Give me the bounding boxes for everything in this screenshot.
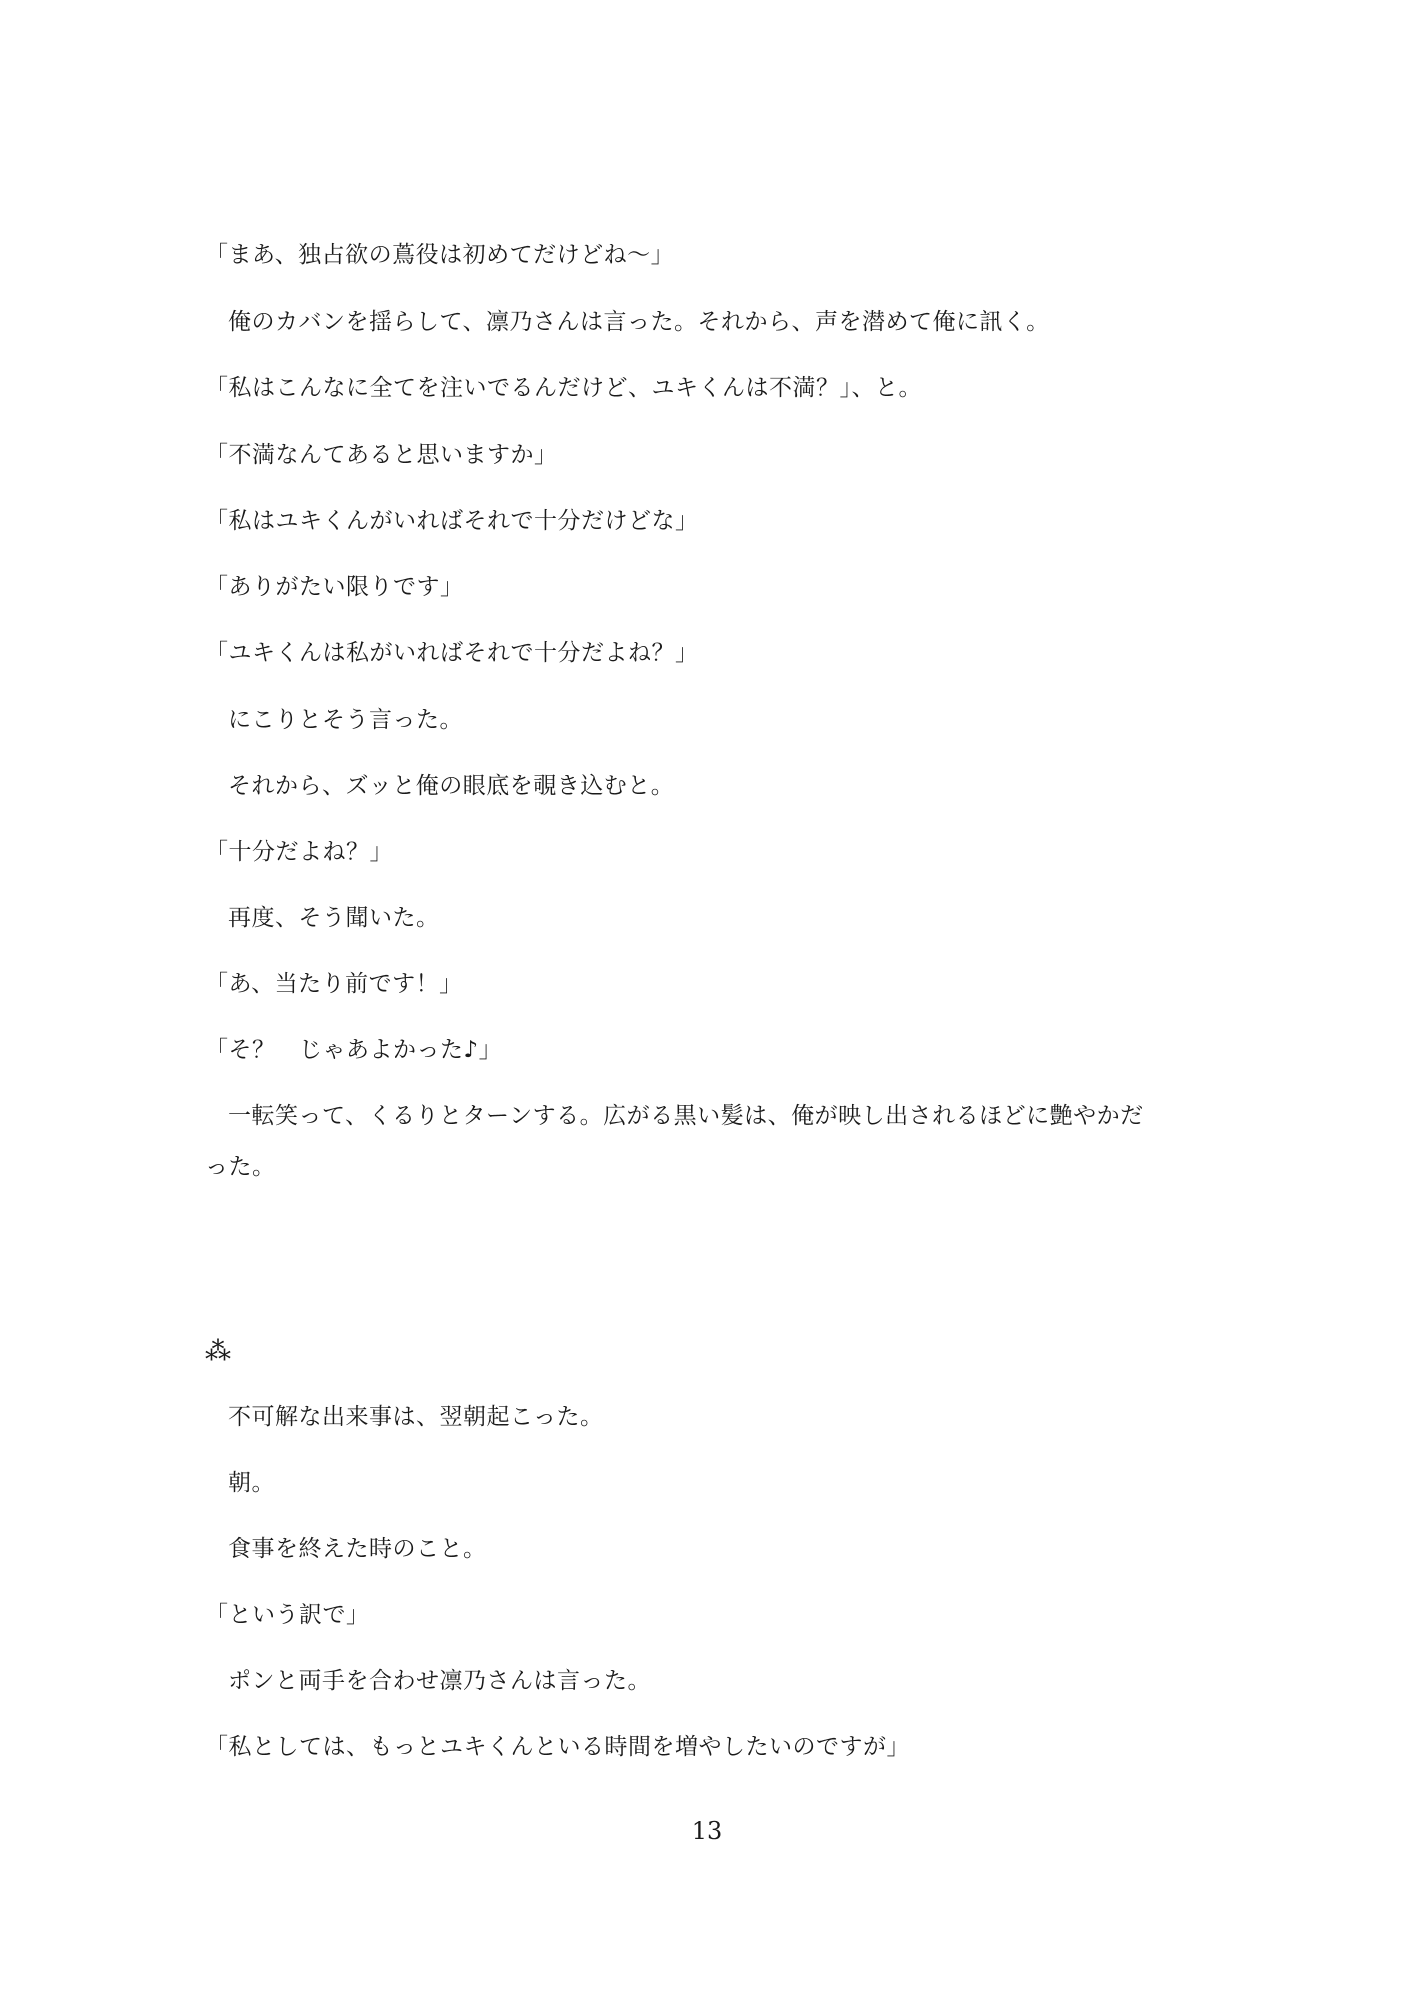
text-line: 「まあ、独占欲の蔦役は初めてだけどね～」 [205,242,675,268]
text-line: 「不満なんてあると思いますか」 [205,442,558,468]
text-line: 「ユキくんは私がいればそれで十分だよね？」 [205,640,699,666]
text-line: 食事を終えた時のこと。 [228,1536,487,1562]
text-line: 「ありがたい限りです」 [205,574,464,600]
text-line: 不可解な出来事は、翌朝起こった。 [228,1404,604,1430]
text-line: 再度、そう聞いた。 [228,905,440,931]
text-line: 「そ？ じゃあよかった♪」 [205,1037,503,1063]
text-line: 一転笑って、くるりとターンする。広がる黒い髪は、俺が映し出されるほどに艶やかだ [228,1103,1144,1129]
text-line: 「あ、当たり前です！」 [205,971,463,997]
text-line: 俺のカバンを揺らして、凛乃さんは言った。それから、声を潜めて俺に訊く。 [228,309,1050,335]
text-line: にこりとそう言った。 [228,707,463,733]
text-line: 「私はこんなに全てを注いでるんだけど、ユキくんは不満？」、と。 [205,375,922,401]
text-line: ポンと両手を合わせ凛乃さんは言った。 [228,1668,651,1694]
text-line: 「私はユキくんがいればそれで十分だけどな」 [205,508,699,534]
page-number: 13 [691,1817,723,1845]
text-line: 「という訳で」 [205,1602,370,1628]
section-break: ⁂ [205,1337,231,1367]
text-line: 「私としては、もっとユキくんといる時間を増やしたいのですが」 [205,1734,910,1760]
text-line: った。 [205,1154,276,1180]
text-line: 「十分だよね？」 [205,839,393,865]
text-line: 朝。 [228,1470,275,1496]
text-line: それから、ズッと俺の眼底を覗き込むと。 [228,773,675,799]
